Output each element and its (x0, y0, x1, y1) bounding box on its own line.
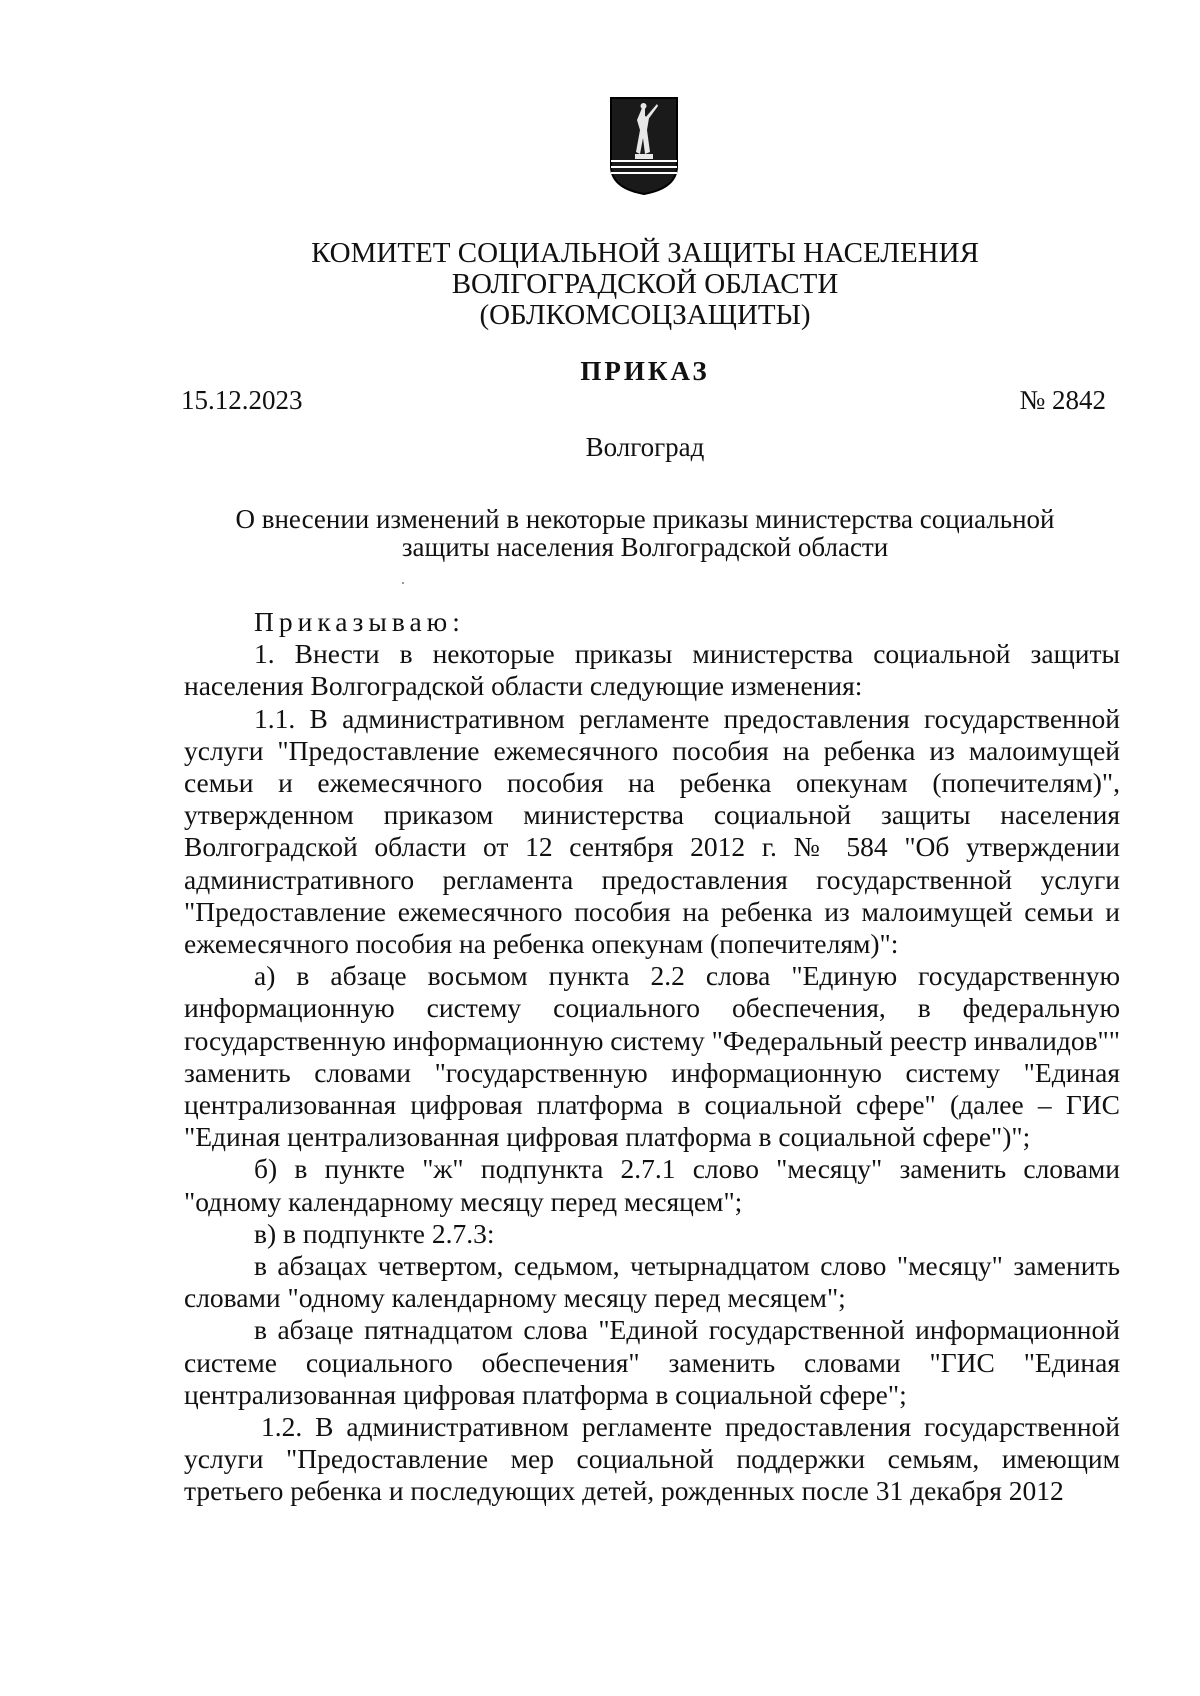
organization-name (0, 238, 1200, 331)
document-body (184, 606, 1120, 1508)
body-paragraph: 1. Внести в некоторые приказы министерства социальной защиты населения Волгоградской области следующие изменения: (184, 638, 1120, 702)
body-paragraph: 1.1. В административном регламенте предоставления государственной услуги "Предоставление ежемесячного пособия на ребенка из малоимущей семьи и ежемесячного пособия на ребенка опекунам (попечителям)", утвержденном приказом министерства социальной защиты населения Волгоградской области от 12 сентября 2012 г. № 584 "Об утверждении административного регламента предоставления государственной услуги "Предоставление ежемесячного пособия на ребенка из малоимущей семьи и ежемесячного пособия на ребенка опекунам (попечителям)": (184, 702, 1120, 960)
document-number: № 2842 (1019, 385, 1106, 415)
body-paragraph: б) в пункте "ж" подпункта 2.7.1 слово "месяцу" заменить словами "одному календарному месяцу перед месяцем"; (184, 1153, 1120, 1217)
org-line-1: КОМИТЕТ СОЦИАЛЬНОЙ ЗАЩИТЫ НАСЕЛЕНИЯ (311, 237, 979, 269)
document-subject (0, 505, 1200, 561)
org-line-2: ВОЛГОГРАДСКОЙ ОБЛАСТИ (451, 268, 839, 300)
body-paragraph: в абзаце пятнадцатом слова "Единой государственной информационной системе социального обеспечения" заменить словами "ГИС "Единая централизованная цифровая платформа в социальной сфере"; (184, 1314, 1120, 1410)
document-type-title: ПРИКАЗ (580, 356, 710, 386)
body-paragraph: а) в абзаце восьмом пункта 2.2 слова "Единую государственную информационную систему социального обеспечения, в федеральную государственную информационную систему "Федеральный реестр инвалидов"" заменить словами "государственную информационную систему "Единая централизованная цифровая платформа в социальной сфере" (далее – ГИС "Единая централизованная цифровая платформа в социальной сфере")"; (184, 960, 1121, 1153)
org-line-3: (ОБЛКОМСОЦЗАЩИТЫ) (479, 299, 811, 331)
scan-dot (402, 582, 404, 584)
document-date: 15.12.2023 (181, 385, 303, 415)
body-paragraph: в) в подпункте 2.7.3: (254, 1217, 495, 1249)
body-paragraph: 1.2. В административном регламенте предоставления государственной услуги "Предоставление мер социальной поддержки семьям, имеющим третьего ребенка и последующих детей, рожденных после 31 декабря 2012 (184, 1411, 1120, 1507)
order-word: Приказываю: (254, 606, 465, 637)
subject-line-1: О внесении изменений в некоторые приказы министерства социальной (235, 504, 1055, 534)
subject-line-2: защиты населения Волгоградской области (401, 532, 889, 562)
body-paragraph: в абзацах четвертом, седьмом, четырнадцатом слово "месяцу" заменить словами "одному календарному месяцу перед месяцем"; (184, 1250, 1120, 1314)
coat-of-arms-emblem (609, 96, 679, 196)
document-city: Волгоград (585, 432, 705, 462)
